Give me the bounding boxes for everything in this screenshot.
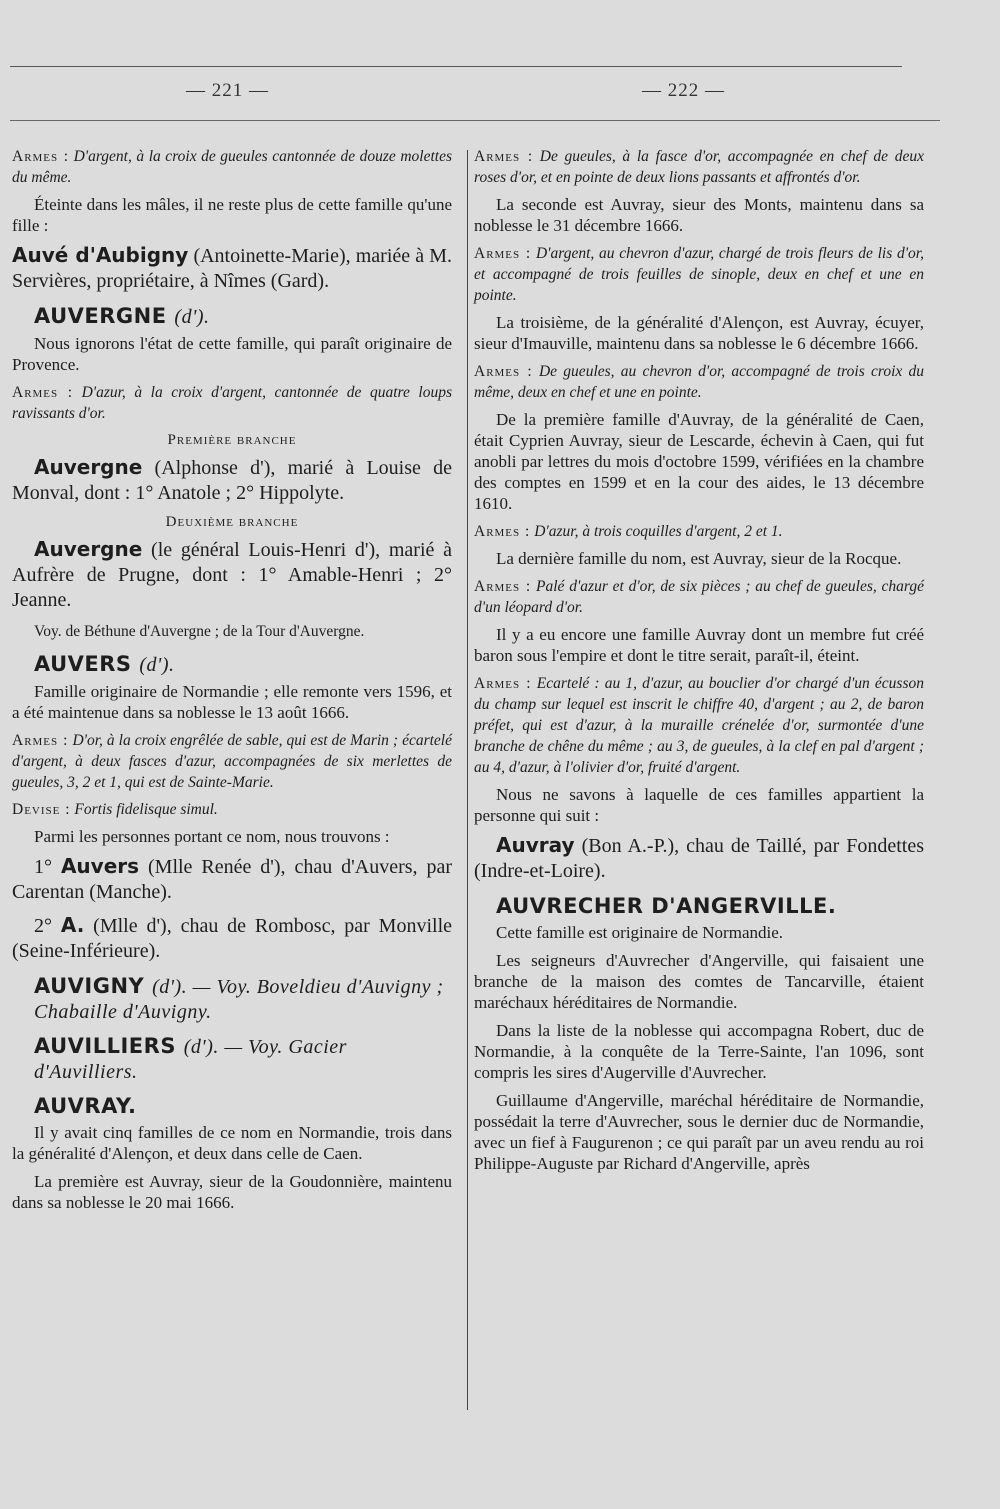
text-paragraph: De la première famille d'Auvray, de la généralité de Caen, était Cyprien Auvray, sieur de Lescarde, échevin à Caen, qui fut anobli par lettres du mois d'octobre 1599, vérifiées en la chambre des comptes en 1599 et en la cour des aides, le 13 décembre 1610. — [474, 410, 924, 513]
entry-auvray: Auvray (Bon A.-P.), chau de Taillé, par Fondettes (Indre-et-Loire). — [474, 833, 925, 882]
entry-auvergne-2: Auvergne (le général Louis-Henri d'), marié à Aufrère de Prugne, dont : 1° Amable-Henri ; 2° Jeanne. — [12, 537, 452, 611]
text-paragraph: Cette famille est originaire de Normandie. — [496, 923, 784, 942]
text-paragraph: Parmi les personnes portant ce nom, nous trouvons : — [34, 827, 390, 846]
page-number-right: — 222 — — [642, 80, 725, 101]
armes-paragraph: Armes : D'azur, à la croix d'argent, cantonnée de quatre loups ravissants d'or. — [12, 384, 452, 422]
right-column — [474, 146, 924, 1181]
armes-paragraph: Armes : D'or, à la croix engrêlée de sable, qui est de Marin ; écartelé d'argent, à deux fasces d'azur, accompagnées de six merlettes de gueules, 3, 2 et 1, qui est de Sainte-Marie. — [12, 732, 452, 791]
heading-auvrecher: AUVRECHER D'ANGERVILLE. — [496, 894, 837, 918]
text-paragraph: Il y avait cinq familles de ce nom en Normandie, trois dans la généralité d'Alençon, et deux dans celle de Caen. — [12, 1123, 452, 1163]
text-paragraph: Éteinte dans les mâles, il ne reste plus de cette famille qu'une fille : — [12, 195, 452, 235]
heading-auvigny: AUVIGNY (d'). — Voy. Boveldieu d'Auvigny ; Chabaille d'Auvigny. — [34, 974, 444, 1023]
entry-auvers-1: 1° Auvers (Mlle Renée d'), chau d'Auvers, par Carentan (Manche). — [12, 854, 453, 903]
heading-auvers: AUVERS (d'). — [34, 652, 175, 676]
entry-auvers-2: 2° A. (Mlle d'), chau de Rombosc, par Monville (Seine-Inférieure). — [12, 913, 453, 962]
text-paragraph: La dernière famille du nom, est Auvray, sieur de la Rocque. — [496, 549, 902, 568]
text-paragraph: Nous ignorons l'état de cette famille, qui paraît originaire de Provence. — [12, 334, 452, 374]
text-paragraph: La seconde est Auvray, sieur des Monts, maintenu dans sa noblesse le 31 décembre 1666. — [474, 195, 924, 235]
armes-paragraph: Armes : D'argent, à la croix de gueules cantonnée de douze molettes du même. — [12, 148, 452, 186]
text-paragraph: La première est Auvray, sieur de la Goudonnière, maintenu dans sa noblesse le 20 mai 1666. — [12, 1172, 452, 1212]
text-paragraph: Guillaume d'Angerville, maréchal héréditaire de Normandie, possédait la terre d'Auvrecher, sous le dernier duc de Normandie, avec un fief à Faugurenon ; ce qui paraît par un aveu rendu au roi Philippe-Auguste par Richard d'Angerville, après — [474, 1091, 924, 1173]
armes-paragraph: Armes : D'argent, au chevron d'azur, chargé de trois fleurs de lis d'or, et accompagné de trois feuilles de sinople, deux en chef et une en pointe. — [474, 245, 924, 304]
entry-auvergne-1: Auvergne (Alphonse d'), marié à Louise de Monval, dont : 1° Anatole ; 2° Hippolyte. — [12, 455, 452, 504]
text-paragraph: Il y a eu encore une famille Auvray dont un membre fut créé baron sous l'empire et dont le titre serait, paraît-il, éteint. — [474, 625, 924, 665]
armes-paragraph: Armes : D'azur, à trois coquilles d'argent, 2 et 1. — [474, 523, 783, 540]
column-divider — [467, 150, 468, 1410]
page-number-left: — 221 — — [186, 80, 269, 101]
heading-auvergne: AUVERGNE (d'). — [34, 304, 210, 328]
top-rule — [10, 66, 902, 67]
see-also: Voy. de Béthune d'Auvergne ; de la Tour d'Auvergne. — [34, 623, 365, 640]
armes-paragraph: Armes : De gueules, à la fasce d'or, accompagnée en chef de deux roses d'or, et en pointe de deux lions passants et affrontés d'or. — [474, 148, 924, 186]
text-paragraph: Famille originaire de Normandie ; elle remonte vers 1596, et a été maintenue dans sa noblesse le 13 août 1666. — [12, 682, 452, 722]
text-paragraph: Les seigneurs d'Auvrecher d'Angerville, qui faisaient une branche de la maison des comtes de Tancarville, étaient maréchaux héréditaires de Normandie. — [474, 951, 924, 1012]
text-paragraph: Nous ne savons à laquelle de ces familles appartient la personne qui suit : — [474, 785, 924, 825]
branch-heading: Deuxième branche — [165, 514, 299, 530]
header-rule — [10, 120, 940, 121]
left-column — [12, 146, 452, 1220]
entry-aubigny: Auvé d'Aubigny (Antoinette-Marie), mariée à M. Servières, propriétaire, à Nîmes (Gard). — [12, 243, 453, 292]
armes-paragraph: Armes : Palé d'azur et d'or, de six pièces ; au chef de gueules, chargé d'un léopard d'or. — [474, 578, 924, 616]
text-paragraph: Dans la liste de la noblesse qui accompagna Robert, duc de Normandie, à la conquête de la Terre-Sainte, l'an 1096, sont compris les sires d'Augerville d'Auvrecher. — [474, 1021, 924, 1082]
heading-auvray: AUVRAY. — [34, 1094, 137, 1118]
branch-heading: Première branche — [167, 432, 297, 448]
heading-auvilliers: AUVILLIERS (d'). — Voy. Gacier d'Auvilliers. — [34, 1034, 347, 1083]
text-paragraph: La troisième, de la généralité d'Alençon, est Auvray, écuyer, sieur d'Imauville, maintenu dans sa noblesse le 6 décembre 1666. — [474, 313, 924, 353]
armes-paragraph: Armes : De gueules, au chevron d'or, accompagné de trois croix du même, deux en chef et une en pointe. — [474, 363, 925, 401]
armes-paragraph: Armes : Ecartelé : au 1, d'azur, au bouclier d'or chargé d'un écusson du champ sur lequel est inscrit le chiffre 40, d'argent ; au 2, de baron préfet, qui est d'azur, à la muraille crénelée d'or, surmontée d'une branche de chêne du même ; au 3, de gueules, à la clef en pal d'argent ; au 4, d'azur, à l'olivier d'or, fruité d'argent. — [474, 675, 924, 776]
devise-paragraph: Devise : Fortis fidelisque simul. — [12, 801, 218, 818]
